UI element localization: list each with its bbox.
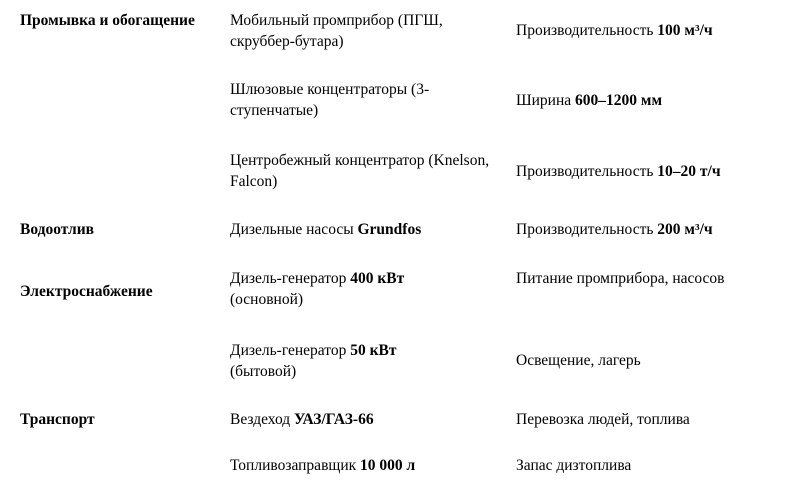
equipment-main-generator: Дизель-генератор 400 кВт (основной) (230, 270, 405, 308)
category-washing: Промывка и обогащение (20, 12, 195, 29)
equipment-centrifugal-concentrator: Центробежный концентратор (Knelson, Falcon) (230, 152, 490, 190)
spec-domestic-generator: Освещение, лагерь (516, 352, 641, 369)
category-power-supply: Электроснабжение (20, 283, 153, 300)
spec-mobile-plant: Производительность 100 м³/ч (516, 22, 713, 39)
spec-centrifugal-concentrator: Производительность 10–20 т/ч (516, 163, 721, 180)
spec-fuel-truck: Запас дизтоплива (516, 457, 632, 474)
spec-sluice-concentrators: Ширина 600–1200 мм (516, 92, 663, 109)
equipment-sluice-concentrators: Шлюзовые концентраторы (3-ступенчатые) (230, 81, 430, 119)
equipment-mobile-plant: Мобильный промприбор (ПГШ, скруббер-бутара) (230, 12, 443, 50)
category-transport: Транспорт (20, 411, 95, 428)
category-dewatering: Водоотлив (20, 221, 95, 238)
equipment-diesel-pumps: Дизельные насосы Grundfos (230, 221, 422, 238)
spec-all-terrain-vehicle: Перевозка людей, топлива (516, 411, 690, 428)
equipment-fuel-truck: Топливозаправщик 10 000 л (230, 457, 416, 474)
equipment-all-terrain-vehicle: Вездеход УАЗ/ГАЗ-66 (230, 411, 374, 428)
spec-main-generator: Питание промприбора, насосов (516, 270, 725, 287)
spec-diesel-pumps: Производительность 200 м³/ч (516, 221, 713, 238)
equipment-domestic-generator: Дизель-генератор 50 кВт (бытовой) (230, 342, 397, 380)
